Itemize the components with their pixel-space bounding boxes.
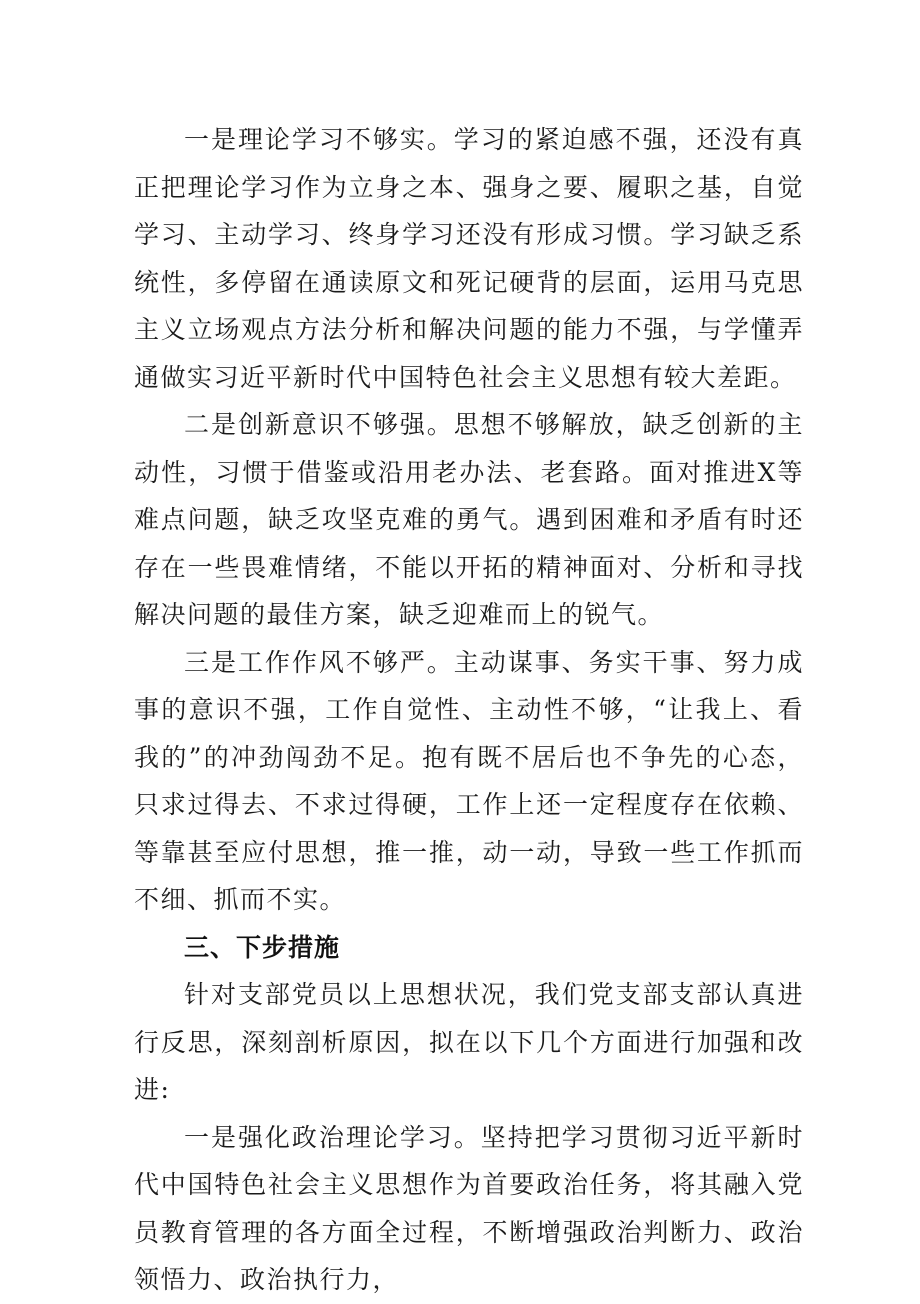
paragraph-innovation: 二是创新意识不够强。思想不够解放，缺乏创新的主动性，习惯于借鉴或沿用老办法、老套路。面对推进X等难点问题，缺乏攻坚克难的勇气。遇到困难和矛盾有时还存在一些畏难情绪，不能以开拓的精神面对、分析和寻找解决问题的最佳方案，缺乏迎难而上的锐气。	[134, 410, 804, 629]
document-body	[134, 116, 804, 1304]
paragraph-reflection: 针对支部党员以上思想状况，我们党支部支部认真进行反思，深刻剖析原因，拟在以下几个方面进行加强和改进:	[134, 980, 804, 1104]
section-heading: 三、下步措施	[184, 932, 341, 962]
paragraph-theory-study: 一是理论学习不够实。学习的紧迫感不强，还没有真正把理论学习作为立身之本、强身之要、履职之基，自觉学习、主动学习、终身学习还没有形成习惯。学习缺乏系统性，多停留在通读原文和死记硬背的层面，运用马克思主义立场观点方法分析和解决问题的能力不强，与学懂弄通做实习近平新时代中国特色社会主义思想有较大差距。	[134, 125, 804, 392]
paragraph-political-study: 一是强化政治理论学习。坚持把学习贯彻习近平新时代中国特色社会主义思想作为首要政治任务，将其融入党员教育管理的各方面全过程，不断增强政治判断力、政治领悟力、政治执行力，	[134, 1122, 804, 1294]
paragraph-work-style: 三是工作作风不够严。主动谋事、务实干事、努力成事的意识不强，工作自觉性、主动性不够，“让我上、看我的”的冲劲闯劲不足。抱有既不居后也不争先的心态，只求过得去、不求过得硬，工作上还一定程度存在依赖、等靠甚至应付思想，推一推，动一动，导致一些工作抓而不细、抓而不实。	[134, 647, 804, 914]
